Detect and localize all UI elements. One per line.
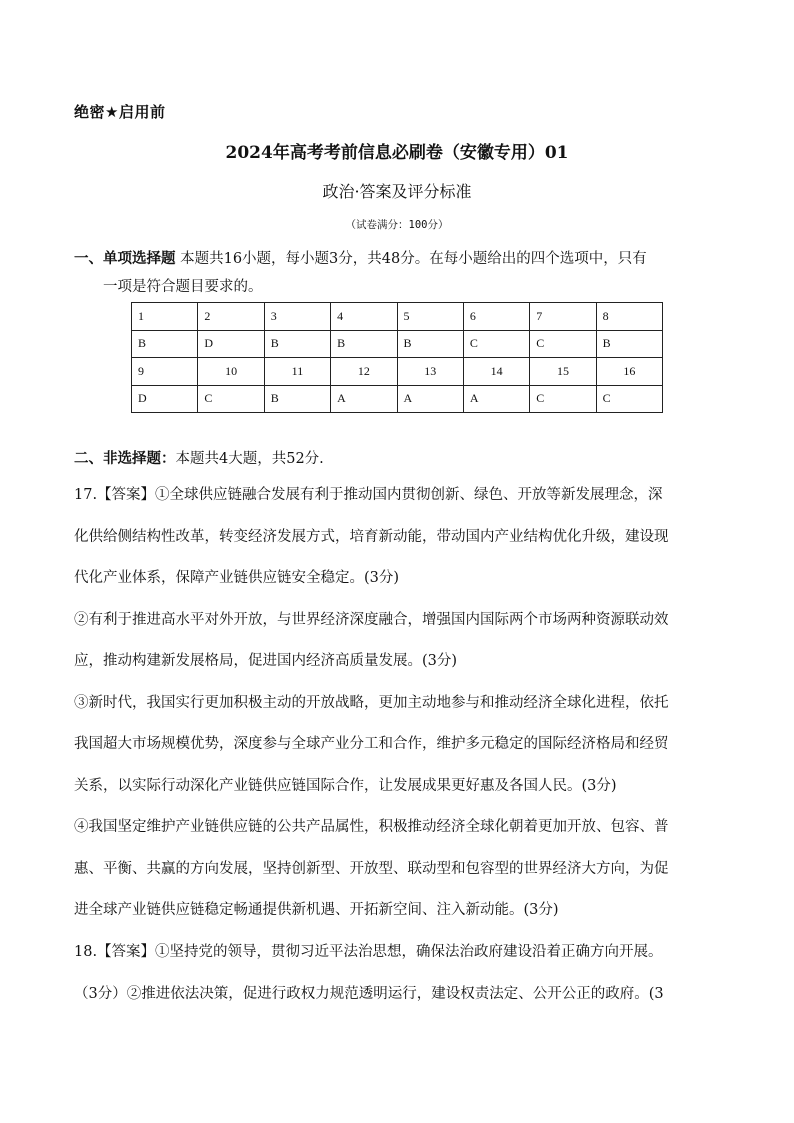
table-cell: 14 bbox=[463, 358, 529, 386]
table-cell: B bbox=[132, 330, 198, 358]
section2-heading bbox=[74, 447, 324, 468]
section1-text-line2: 一项是符合题目要求的。 bbox=[103, 279, 263, 295]
table-row bbox=[132, 385, 663, 413]
table-cell: B bbox=[596, 330, 662, 358]
score-note: （试卷满分：100分） bbox=[345, 219, 449, 231]
table-cell: 13 bbox=[397, 358, 463, 386]
table-cell: 10 bbox=[198, 358, 264, 386]
answer-line: 关系，以实际行动深化产业链供应链国际合作，让发展成果更好惠及各国人民。(3分) bbox=[74, 777, 617, 794]
answer-line: ④我国坚定维护产业链供应链的公共产品属性，积极推动经济全球化朝着更加开放、包容、普 bbox=[74, 819, 669, 835]
table-cell: C bbox=[530, 330, 596, 358]
answer-line: 我国超大市场规模优势，深度参与全球产业分工和合作，维护多元稳定的国际经济格局和经贸 bbox=[74, 736, 669, 752]
table-cell: 16 bbox=[596, 358, 662, 386]
table-cell: C bbox=[596, 385, 662, 413]
table-row bbox=[132, 330, 663, 358]
table-cell: 4 bbox=[331, 303, 397, 331]
question-18-answer bbox=[74, 932, 722, 1015]
answer-line: ②有利于推进高水平对外开放，与世界经济深度融合，增强国内国际两个市场两种资源联动效 bbox=[74, 611, 669, 628]
answer-line: 惠、平衡、共赢的方向发展，坚持创新型、开放型、联动型和包容型的世界经济大方向，为促 bbox=[74, 860, 669, 877]
section1-instructions bbox=[74, 245, 722, 301]
table-cell: D bbox=[198, 330, 264, 358]
table-cell: B bbox=[331, 330, 397, 358]
answer-line: 18.【答案】①坚持党的领导，贯彻习近平法治思想，确保法治政府建设沿着正确方向开展。 bbox=[74, 944, 663, 960]
table-cell: 15 bbox=[530, 358, 596, 386]
table-cell: A bbox=[331, 385, 397, 413]
section2-text: 本题共4大题，共52分. bbox=[175, 451, 324, 467]
answer-table bbox=[131, 302, 663, 413]
table-cell: 9 bbox=[132, 358, 198, 386]
section1-text-line1: 本题共16小题，每小题3分，共48分。在每小题给出的四个选项中，只有 bbox=[180, 251, 647, 267]
table-cell: 5 bbox=[397, 303, 463, 331]
table-cell: B bbox=[264, 330, 330, 358]
answer-line: 17.【答案】①全球供应链融合发展有利于推动国内贯彻创新、绿色、开放等新发展理念，深 bbox=[74, 487, 663, 503]
table-cell: 1 bbox=[132, 303, 198, 331]
table-cell: 3 bbox=[264, 303, 330, 331]
classified-label: 绝密★启用前 bbox=[74, 103, 166, 121]
table-cell: A bbox=[463, 385, 529, 413]
answer-line: 应，推动构建新发展格局，促进国内经济高质量发展。(3分) bbox=[74, 653, 458, 669]
section1-label: 一、单项选择题 bbox=[74, 251, 176, 267]
section1-line1 bbox=[74, 245, 722, 273]
document-title: 2024年高考考前信息必刷卷（安徽专用）01 bbox=[225, 143, 569, 163]
table-cell: A bbox=[397, 385, 463, 413]
answer-line: 进全球产业链供应链稳定畅通提供新机遇、开拓新空间、注入新动能。(3分) bbox=[74, 902, 559, 918]
answer-line: （3分）②推进依法决策，促进行政权力规范透明运行，建设权责法定、公开公正的政府。(3 bbox=[74, 985, 664, 1002]
table-cell: 2 bbox=[198, 303, 264, 331]
table-cell: C bbox=[198, 385, 264, 413]
table-cell: D bbox=[132, 385, 198, 413]
table-cell: 7 bbox=[530, 303, 596, 331]
table-row bbox=[132, 303, 663, 331]
table-row bbox=[132, 358, 663, 386]
table-cell: 6 bbox=[463, 303, 529, 331]
document-subtitle: 政治·答案及评分标准 bbox=[322, 182, 472, 201]
table-cell: C bbox=[530, 385, 596, 413]
section2-label: 二、非选择题： bbox=[74, 451, 176, 467]
table-cell: C bbox=[463, 330, 529, 358]
question-17-answer bbox=[74, 475, 722, 932]
table-cell: B bbox=[264, 385, 330, 413]
answer-line: 代化产业体系，保障产业链供应链安全稳定。(3分) bbox=[74, 570, 400, 586]
answer-line: 化供给侧结构性改革，转变经济发展方式，培育新动能，带动国内产业结构优化升级，建设现 bbox=[74, 528, 669, 545]
table-cell: B bbox=[397, 330, 463, 358]
table-cell: 11 bbox=[264, 358, 330, 386]
table-cell: 12 bbox=[331, 358, 397, 386]
table-cell: 8 bbox=[596, 303, 662, 331]
answer-line: ③新时代，我国实行更加积极主动的开放战略，更加主动地参与和推动经济全球化进程，依托 bbox=[74, 694, 669, 711]
